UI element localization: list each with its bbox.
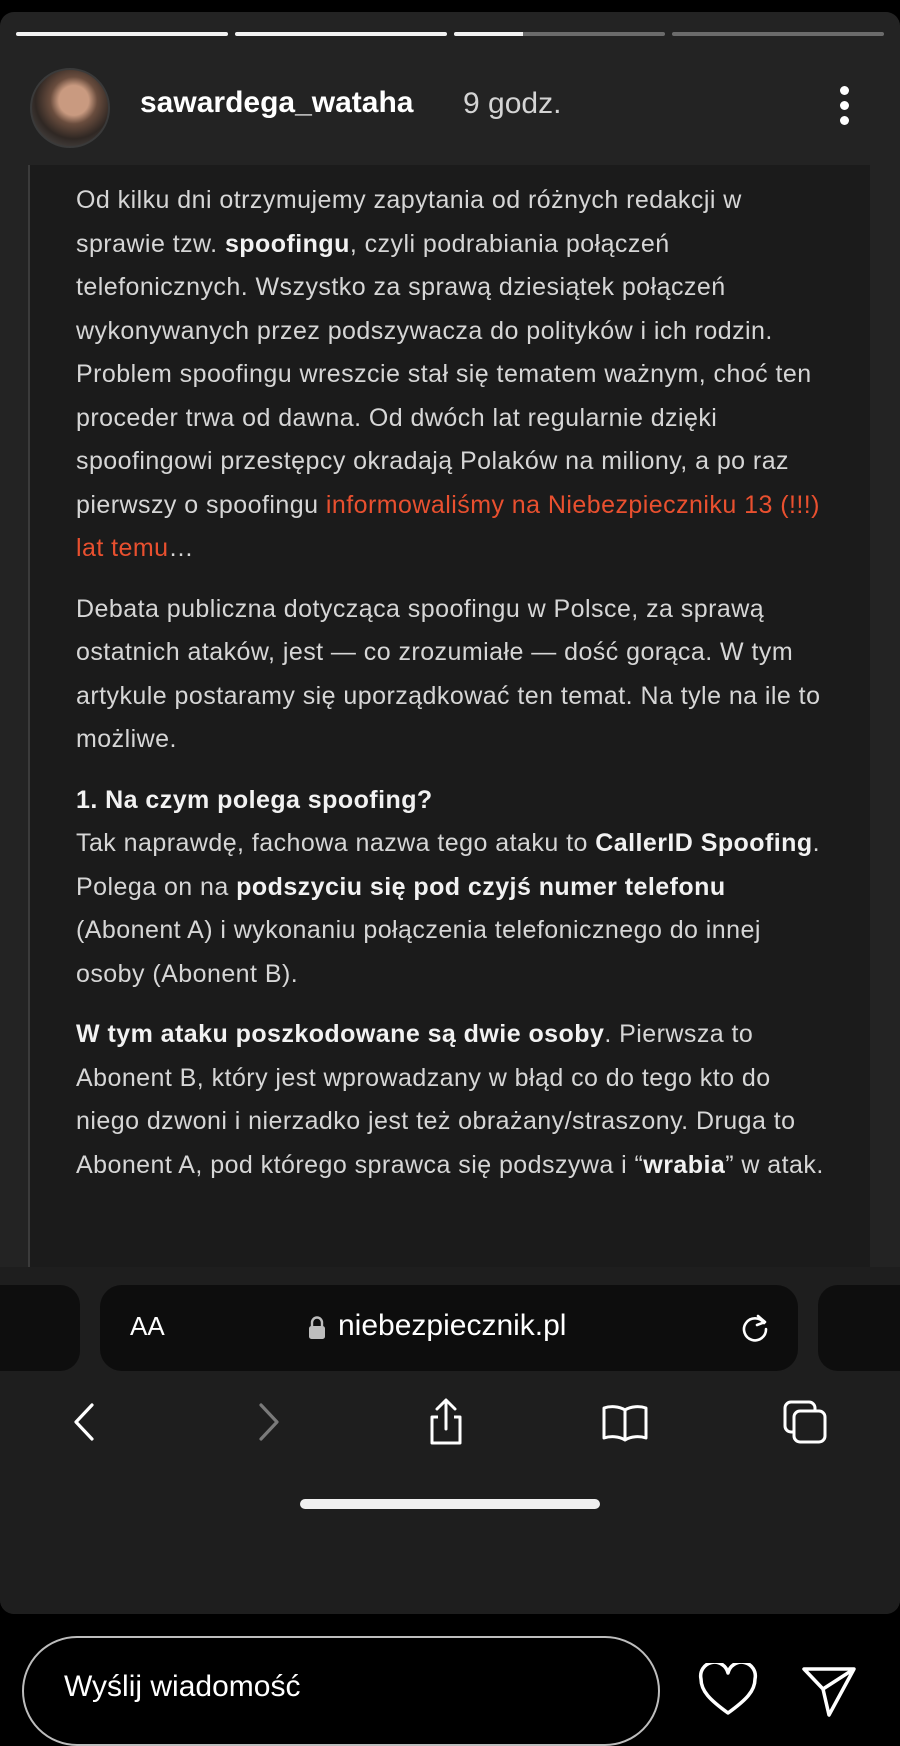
more-options-icon[interactable]: [838, 86, 850, 125]
heart-icon[interactable]: [698, 1663, 758, 1717]
paragraph-2: Debata publiczna dotycząca spoofingu w Polsce, za sprawą ostatnich ataków, jest — co zrozumiałe — dość gorąca. W tym artykule postaramy się uporządkować ten temat. Na tyle na ile to możliwe.: [76, 594, 821, 753]
bookmarks-icon: [600, 1397, 650, 1447]
browser-toolbar: [0, 1267, 900, 1614]
section-heading: 1. Na czym polega spoofing?: [76, 785, 433, 814]
lock-icon: [308, 1316, 326, 1340]
article-screenshot: [28, 165, 870, 1267]
forward-icon: [243, 1397, 293, 1447]
tabs-icon: [780, 1397, 830, 1447]
previous-tab: [0, 1285, 80, 1371]
story-progress: [16, 32, 884, 36]
progress-segment: [235, 32, 447, 36]
paragraph-1: Od kilku dni otrzymujemy zapytania od różnych redakcji w sprawie tzw. spoofingu, czyli podrabiania połączeń telefonicznych. Wszystko za sprawą dziesiątek połączeń wykonywanych przez podszywacza do polityków i ich rodzin. Problem spoofingu wreszcie stał się tematem ważnym, choć ten proceder trwa od dawna. Od dwóch lat regularnie dzięki spoofingowi przestępcy okradają Polaków na miliony, a po raz pierwszy o spoofingu informowaliśmy na Niebezpieczniku 13 (!!!) lat temu…: [76, 186, 820, 562]
paragraph-3: Tak naprawdę, fachowa nazwa tego ataku to CallerID Spoofing. Polega on na podszyciu się pod czyjś numer telefonu (Abonent A) i wykonaniu połączenia telefonicznego do innej osoby (Abonent B).: [76, 829, 821, 988]
home-indicator: [300, 1499, 600, 1509]
reload-icon: [738, 1311, 772, 1345]
post-time: 9 godz.: [463, 87, 562, 120]
username[interactable]: sawardega_wataha: [140, 86, 414, 119]
address-bar: [100, 1285, 798, 1371]
story-header: [0, 58, 900, 138]
back-icon: [60, 1397, 110, 1447]
article-link: informowaliśmy na Niebezpieczniku 13 (!!!) lat temu: [76, 490, 820, 562]
progress-segment: [454, 32, 666, 36]
progress-segment: [16, 32, 228, 36]
share-icon: [421, 1397, 471, 1447]
avatar[interactable]: [30, 68, 110, 148]
story-container[interactable]: [0, 12, 900, 1614]
send-message-input[interactable]: [22, 1636, 660, 1746]
progress-segment: [672, 32, 884, 36]
message-placeholder: Wyślij wiadomość: [64, 1670, 301, 1703]
next-tab: [818, 1285, 900, 1371]
reader-aa-button: AA: [130, 1311, 165, 1341]
url-text: niebezpiecznik.pl: [338, 1309, 567, 1342]
paragraph-4: W tym ataku poszkodowane są dwie osoby. Pierwsza to Abonent B, który jest wprowadzany w błąd co do tego kto do niego dzwoni i nierzadko jest też obrażany/straszony. Druga to Abonent A, pod którego sprawca się podszywa i “wrabia” w atak.: [76, 1020, 824, 1179]
